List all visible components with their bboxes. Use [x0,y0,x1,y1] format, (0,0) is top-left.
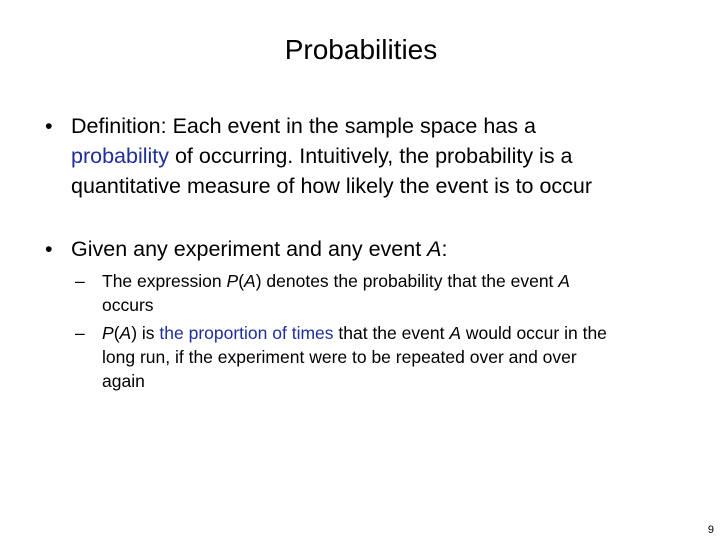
bullet-text: Given any experiment and any event [71,237,428,261]
sub-text: is [137,323,160,343]
sub-text: that the event [333,323,450,343]
sub-bullet-marker: – [75,271,85,291]
sub-text: The expression [102,271,227,291]
sub-text: denotes the probability that the event [261,271,559,291]
variable-p: P [226,271,239,291]
variable-a: A [449,323,461,343]
highlight-term: probability [71,144,169,168]
variable-a: A [119,323,132,343]
paren: ) [131,323,138,343]
paren: ( [238,271,245,291]
highlight-term: the proportion of times [159,323,334,343]
sub-bullet-line: long run, if the experiment were to be repeated over and over [102,347,577,367]
slide-title: Probabilities [284,34,438,65]
bullet-marker: • [45,237,53,261]
sub-bullet-line: occurs [102,295,154,315]
sub-bullet-marker: – [75,323,85,343]
sub-text: would occur in the [461,323,607,343]
paren: ) [255,271,262,291]
sub-bullet-line [102,269,692,293]
bullet-line [71,141,671,171]
sub-bullet-proportion [75,321,692,393]
sub-bullet-line: again [102,371,145,391]
page-number: 9 [707,524,714,536]
sub-bullet-expression [75,269,692,317]
paren: ( [113,323,120,343]
variable-a: A [558,271,570,291]
bullet-text: of occurring. Intuitively, the probability is a [169,144,573,168]
bullet-given [45,234,671,264]
sub-bullet-line [102,321,692,345]
variable-a: A [427,237,442,261]
bullet-text: : [441,237,448,261]
bullet-line: Definition: Each event in the sample space has a [71,114,536,138]
bullet-line: quantitative measure of how likely the event is to occur [71,174,593,198]
bullet-definition [45,111,671,201]
variable-p: P [102,323,114,343]
bullet-marker: • [45,114,53,138]
variable-a: A [244,271,256,291]
